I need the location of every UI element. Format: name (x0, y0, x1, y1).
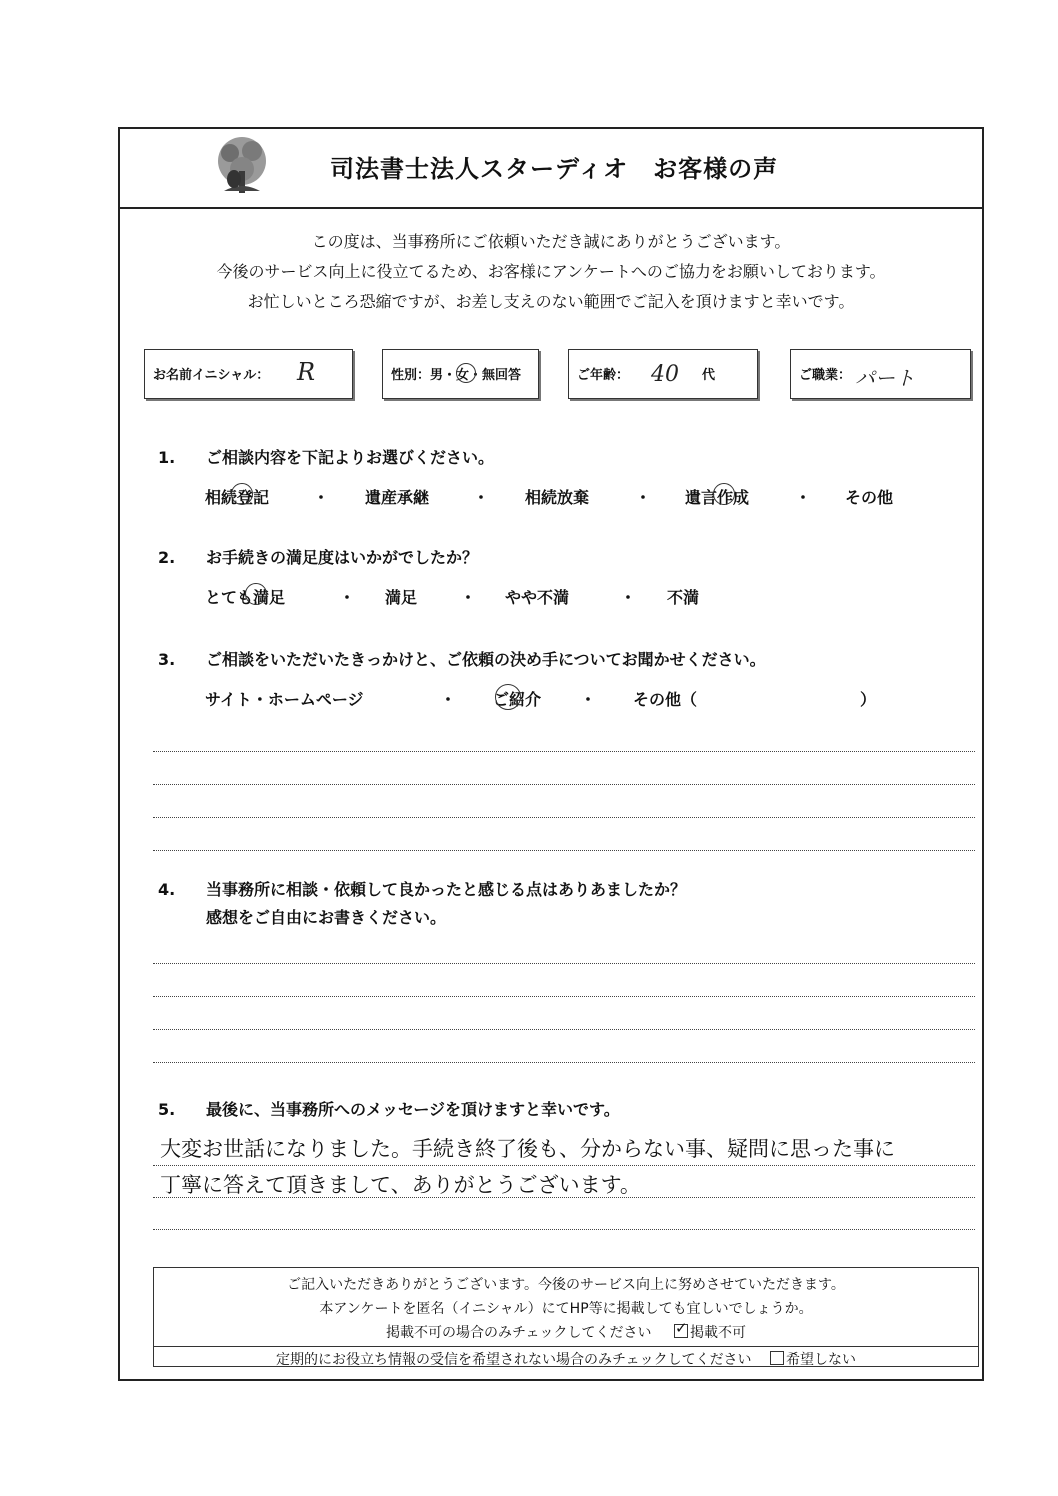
footer-newsletter-instruction: 定期的にお役立ち情報の受信を希望されない場合のみチェックしてください (275, 1352, 752, 1368)
option-other-close: ） (860, 690, 877, 709)
question-1 (158, 445, 494, 468)
gender-circle-mark (456, 363, 476, 383)
option-satisfied[interactable]: 満足 (385, 588, 418, 607)
question-number: 2. (158, 548, 176, 567)
initial-value: R (297, 358, 316, 386)
option-separator: ・ (440, 690, 457, 709)
question-text: ご相談をいただいたきっかけと、ご依頼の決め手についてお聞かせください。 (206, 650, 766, 669)
question-3 (158, 647, 766, 670)
no-newsletter-checkbox[interactable] (770, 1351, 784, 1365)
no-publish-checkbox[interactable] (674, 1324, 688, 1338)
question-4 (158, 877, 686, 900)
intro-line: この度は、当事務所にご依頼いただき誠にありがとうございます。 (311, 232, 791, 251)
answer-line (153, 1029, 975, 1030)
footer-publish-instruction: 掲載不可の場合のみチェックしてください (385, 1325, 652, 1341)
question-number: 3. (158, 650, 176, 669)
survey-form (118, 127, 984, 1381)
answer-line (153, 996, 975, 997)
answer-line (153, 817, 975, 818)
option-separator: ・ (313, 488, 330, 507)
answer-line (153, 784, 975, 785)
option-inheritance-renunciation[interactable]: 相続放棄 (525, 488, 590, 507)
option-referral[interactable]: ご紹介 (493, 690, 542, 709)
question-2 (158, 545, 478, 568)
question-text: 当事務所に相談・依頼して良かったと感じる点はありあましたか？ (206, 880, 687, 899)
answer-line (153, 751, 975, 752)
question-text: ご相談内容を下記よりお選びください。 (206, 448, 495, 467)
footer-consent-box (153, 1267, 979, 1367)
question-5 (158, 1097, 620, 1120)
answer-line (153, 963, 975, 964)
gender-field[interactable] (382, 349, 539, 399)
question-text: 最後に、当事務所へのメッセージを頂けますと幸いです。 (206, 1100, 620, 1119)
option-estate-succession[interactable]: 遺産承継 (365, 488, 430, 507)
tree-logo-icon (212, 135, 272, 199)
form-header (120, 129, 982, 209)
footer-publish-check-row (154, 1322, 978, 1342)
option-other[interactable]: その他 (845, 488, 894, 507)
intro-text (120, 227, 982, 317)
age-label: ご年齢： (577, 368, 630, 383)
option-somewhat-dissatisfied[interactable]: やや不満 (505, 588, 570, 607)
option-separator: ・ (795, 488, 812, 507)
option-dissatisfied[interactable]: 不満 (667, 588, 700, 607)
answer-line (153, 1165, 975, 1166)
intro-line: 今後のサービス向上に役立てるため、お客様にアンケートへのご協力をお願いしております。 (216, 262, 886, 281)
option-website[interactable]: サイト・ホームページ (205, 690, 364, 709)
question-text: お手続きの満足度はいかがでしたか？ (206, 548, 479, 567)
selection-circle-mark (245, 583, 267, 605)
job-value: パート (855, 366, 915, 390)
selection-circle-mark (495, 684, 521, 710)
age-unit: 代 (702, 368, 716, 383)
footer-publish-question: 本アンケートを匿名（イニシャル）にてHP等に掲載しても宜しいでしょうか。 (319, 1301, 813, 1317)
option-will-preparation[interactable]: 遺言作成 (685, 488, 750, 507)
option-separator: ・ (460, 588, 477, 607)
question-number: 1. (158, 448, 176, 467)
no-newsletter-label: 希望しない (786, 1352, 857, 1368)
answer-line (153, 850, 975, 851)
answer-line (153, 1062, 975, 1063)
footer-divider (154, 1346, 978, 1347)
intro-line: お忙しいところ恐縮ですが、お差し支えのない範囲でご記入を頂けますと幸いです。 (247, 292, 855, 311)
option-inheritance-registration[interactable]: 相続登記 (205, 488, 270, 507)
footer-newsletter-row (154, 1349, 978, 1369)
gender-label: 性別：男・女・無回答 (391, 368, 522, 383)
option-separator: ・ (580, 690, 597, 709)
option-separator: ・ (620, 588, 637, 607)
question-4-subtext: 感想をご自由にお書きください。 (206, 908, 447, 927)
age-value: 40 (651, 362, 679, 387)
answer-line (153, 1229, 975, 1230)
no-publish-label: 掲載不可 (690, 1325, 747, 1341)
answer-line (153, 1197, 975, 1198)
job-field[interactable] (790, 349, 971, 399)
option-separator: ・ (339, 588, 356, 607)
job-label: ご職業： (799, 368, 852, 383)
question-number: 5. (158, 1100, 176, 1119)
handwritten-message-line: 丁寧に答えて頂きまして、ありがとうございます。 (160, 1173, 641, 1197)
option-other[interactable]: その他（ (633, 690, 698, 709)
initial-label: お名前イニシャル： (153, 368, 270, 383)
option-separator: ・ (473, 488, 490, 507)
selection-circle-mark (231, 483, 253, 505)
option-very-satisfied[interactable]: とても満足 (205, 588, 286, 607)
footer-thanks: ご記入いただきありがとうございます。今後のサービス向上に努めさせていただきます。 (287, 1277, 845, 1293)
handwritten-message-line: 大変お世話になりました。手続き終了後も、分からない事、疑問に思った事に (160, 1137, 895, 1161)
initial-field[interactable] (144, 349, 353, 399)
option-separator: ・ (635, 488, 652, 507)
form-title: 司法書士法人スターディオ お客様の声 (330, 155, 779, 183)
selection-circle-mark (713, 483, 735, 505)
question-number: 4. (158, 880, 176, 899)
age-field[interactable] (568, 349, 758, 399)
